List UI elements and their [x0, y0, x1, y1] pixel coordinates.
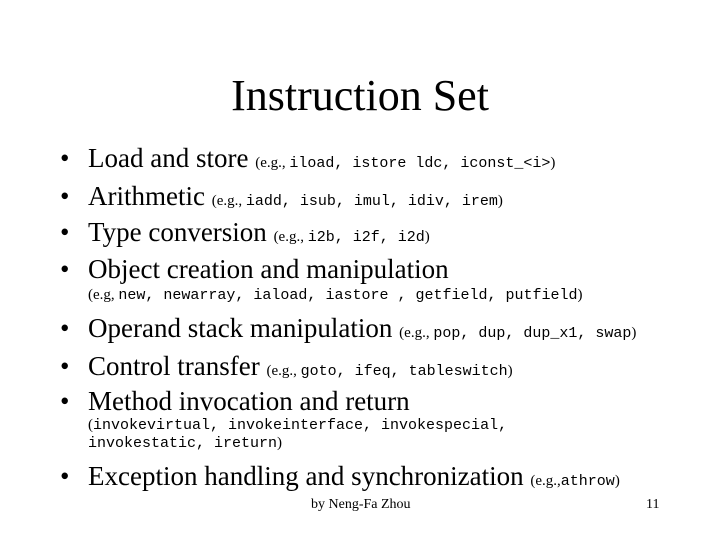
bullet-icon: •: [60, 143, 70, 173]
item-label: Object creation and manipulation: [88, 254, 449, 284]
item-label: Control transfer: [88, 351, 260, 381]
item-label: Arithmetic: [88, 181, 205, 211]
item-label: Type conversion: [88, 217, 267, 247]
footer-author: by Neng-Fa Zhou: [311, 497, 411, 512]
list-item-type-conversion: [88, 216, 430, 254]
slide-title: Instruction Set: [231, 71, 489, 120]
bullet-icon: •: [60, 386, 70, 416]
item-example: (e.g., iload, istore ldc, iconst_<i>): [255, 155, 556, 172]
item-example: (e.g.,athrow): [530, 473, 620, 490]
bullet-icon: •: [60, 313, 70, 343]
item-example-method-invocation-line1: (invokevirtual, invokeinterface, invokespecial,: [88, 417, 508, 434]
list-item-operand-stack: [88, 312, 636, 350]
list-item-control-transfer: [88, 350, 513, 388]
page-number: 11: [646, 497, 660, 512]
list-item-exception-handling: [88, 460, 620, 498]
item-label: Load and store: [88, 143, 249, 173]
item-label: Exception handling and synchronization: [88, 461, 524, 491]
item-example: (e.g., pop, dup, dup_x1, swap): [399, 325, 637, 342]
item-label: Method invocation and return: [88, 386, 410, 416]
list-item-load-store: [88, 142, 555, 180]
item-label: Operand stack manipulation: [88, 313, 393, 343]
bullet-icon: •: [60, 461, 70, 491]
item-example: (e.g., iadd, isub, imul, idiv, irem): [211, 193, 503, 210]
item-example-method-invocation-line2: invokestatic, ireturn): [88, 435, 283, 452]
list-item-method-invocation: [88, 385, 410, 417]
bullet-icon: •: [60, 254, 70, 284]
item-example-object-creation: (e.g, new, newarray, iaload, iastore , getfield, putfield): [88, 287, 583, 304]
list-item-arithmetic: [88, 180, 503, 218]
item-example: (e.g., i2b, i2f, i2d): [273, 229, 430, 246]
bullet-icon: •: [60, 351, 70, 381]
item-example: (e.g., goto, ifeq, tableswitch): [266, 363, 513, 380]
bullet-icon: •: [60, 217, 70, 247]
list-item-object-creation: [88, 253, 449, 285]
bullet-icon: •: [60, 181, 70, 211]
